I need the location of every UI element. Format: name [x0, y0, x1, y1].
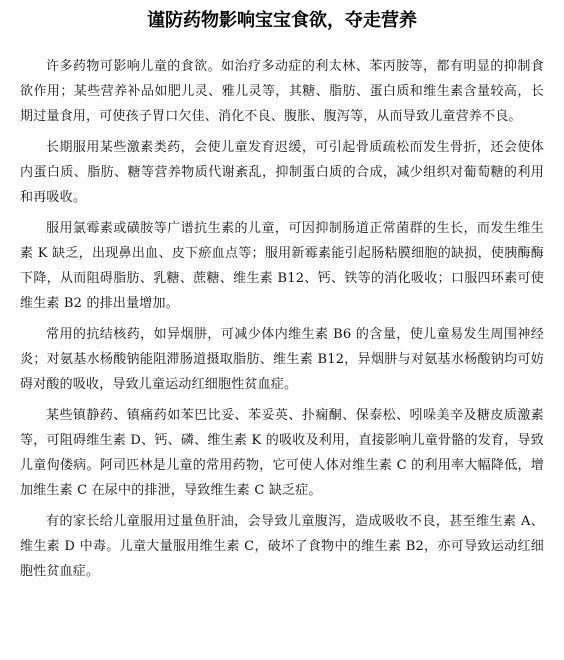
article-paragraph: 有的家长给儿童服用过量鱼肝油，会导致儿童腹泻，造成吸收不良，甚至维生素 A、维生素 D 中毒。儿童大量服用维生素 C，破坏了食物中的维生素 B2，亦可导致运动红细胞性贫血症。 [20, 514, 544, 579]
article-paragraph: 许多药物可影响儿童的食欲。如治疗多动症的利太林、苯丙胺等，都有明显的抑制食欲作用；某些营养补品如肥儿灵、雅儿灵等，其糖、脂肪、蛋白质和维生素含量较高，长期过量食用，可使孩子胃口欠佳、消化不良、腹胀、腹泻等，从而导致儿童营养不良。 [20, 59, 544, 124]
article-paragraph: 服用氯霉素或磺胺等广谱抗生素的儿童，可因抑制肠道正常菌群的生长，而发生维生素 K 缺乏，出现鼻出血、皮下瘀血点等；服用新霉素能引起肠粘膜细胞的缺损，使胰酶酶下降，从而阻碍脂肪、乳糖、蔗糖、维生素 B12、钙、铁等的消化吸收；口服四环素可使维生素 B2 的排出量增加。 [20, 221, 544, 311]
article-paragraph: 常用的抗结核药，如异烟肼，可减少体内维生素 B6 的含量，使儿童易发生周围神经炎；对氨基水杨酸钠能阻滞肠道摄取脂肪、维生素 B12，异烟肼与对氨基水杨酸钠均可妨碍对酸的吸收，导致儿童运动红细胞性贫血症。 [20, 327, 544, 392]
article-paragraph: 某些镇静药、镇痛药如苯巴比妥、苯妥英、扑痫酮、保泰松、吲哚美辛及糖皮质激素等，可阻碍维生素 D、钙、磷、维生素 K 的吸收及利用，直接影响儿童骨骼的发育，导致儿童佝偻病。阿司匹林是儿童的常用药物，它可使人体对维生素 C 的利用率大幅降低，增加维生素 C 在尿中的排泄，导致维生素 C 缺乏症。 [20, 408, 544, 498]
article-paragraph: 长期服用某些激素类药，会使儿童发育迟缓，可引起骨质疏松而发生骨折，还会使体内蛋白质、脂肪、糖等营养物质代谢紊乱，抑制蛋白质的合成，减少组织对葡萄糖的利用和再吸收。 [20, 140, 544, 205]
page-title: 谨防药物影响宝宝食欲，夺走营养 [147, 10, 417, 31]
article-body [20, 54, 544, 584]
